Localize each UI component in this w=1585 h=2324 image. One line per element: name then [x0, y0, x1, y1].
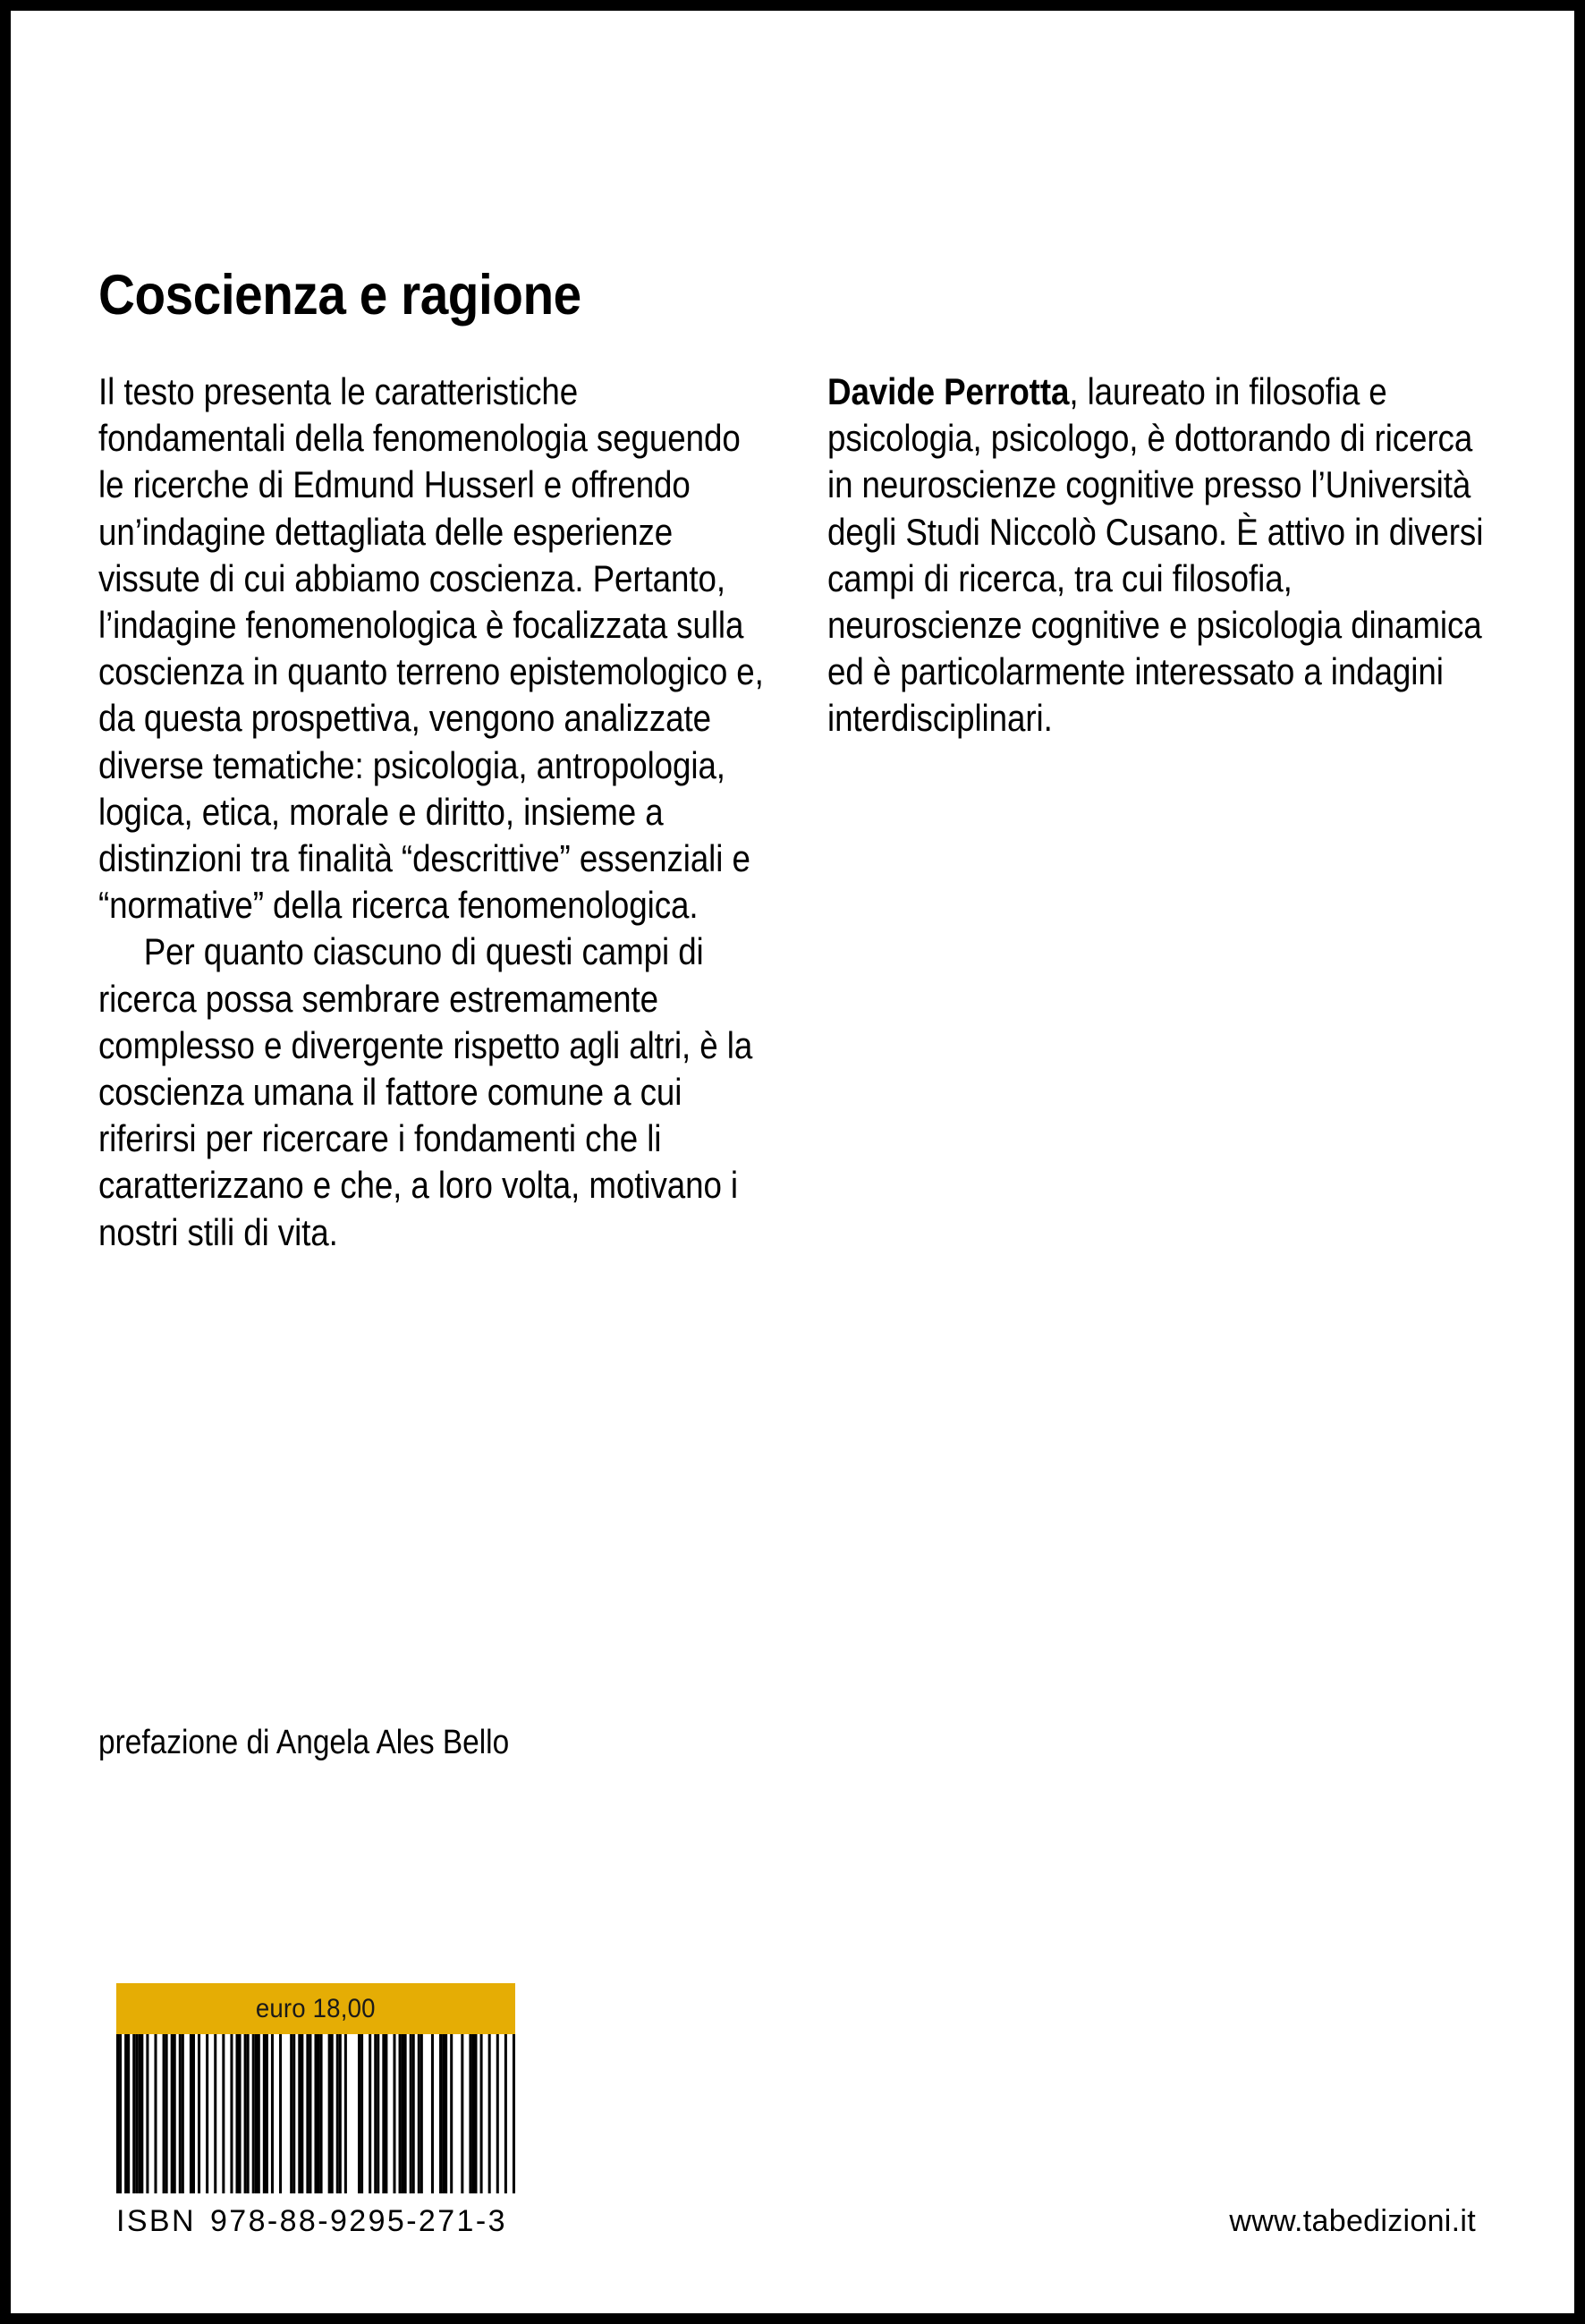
preface-credit: prefazione di Angela Ales Bello	[98, 1724, 510, 1761]
blurb-paragraph-2: Per quanto ciascuno di questi campi di ricerca possa sembrare estremamente complesso e divergente rispetto agli altri, è la coscienza umana il fattore comune a cui riferirsi per ricercare i fondamenti che li caratterizzano e che, a loro volta, motivano i nostri stili di vita.	[98, 930, 753, 1253]
price-band	[116, 1983, 515, 2034]
barcode-icon	[116, 2034, 515, 2193]
blurb-column	[98, 369, 765, 1256]
isbn-value: 978-88-9295-271-3	[209, 2204, 507, 2238]
author-bio-column	[827, 369, 1494, 1256]
author-bio-paragraph	[827, 369, 1494, 742]
author-name: Davide Perrotta	[827, 370, 1070, 412]
isbn-label: ISBN	[116, 2204, 196, 2238]
page-title: Coscienza e ragione	[98, 264, 581, 327]
barcode-block	[116, 1983, 515, 2193]
content-columns	[98, 369, 1512, 1256]
isbn-line	[116, 2204, 507, 2239]
blurb-paragraph-1: Il testo presenta le caratteristiche fondamentali della fenomenologia seguendo le ricerche di Edmund Husserl e offrendo un’indagine dettagliata delle esperienze vissute di cui abbiamo coscienza. Pertanto, l’indagine fenomenologica è focalizzata sulla coscienza in quanto terreno epistemologico e, da questa prospettiva, vengono analizzate diverse tematiche: psicologia, antropologia, logica, etica, morale e diritto, insieme a distinzioni tra finalità “descrittive” essenziali e “normative” della ricerca fenomenologica.	[98, 370, 764, 927]
price-label: euro 18,00	[256, 1993, 376, 2023]
author-bio-text: , laureato in filosofia e psicologia, psicologo, è dottorando di ricerca in neuroscienze cognitive presso l’Università degli Studi Niccolò Cusano. È attivo in diversi campi di ricerca, tra cui filosofia, neuroscienze cognitive e psicologia dinamica ed è particolarmente interessato a indagini interdisciplinari.	[827, 370, 1484, 740]
publisher-website: www.tabedizioni.it	[1229, 2204, 1476, 2238]
